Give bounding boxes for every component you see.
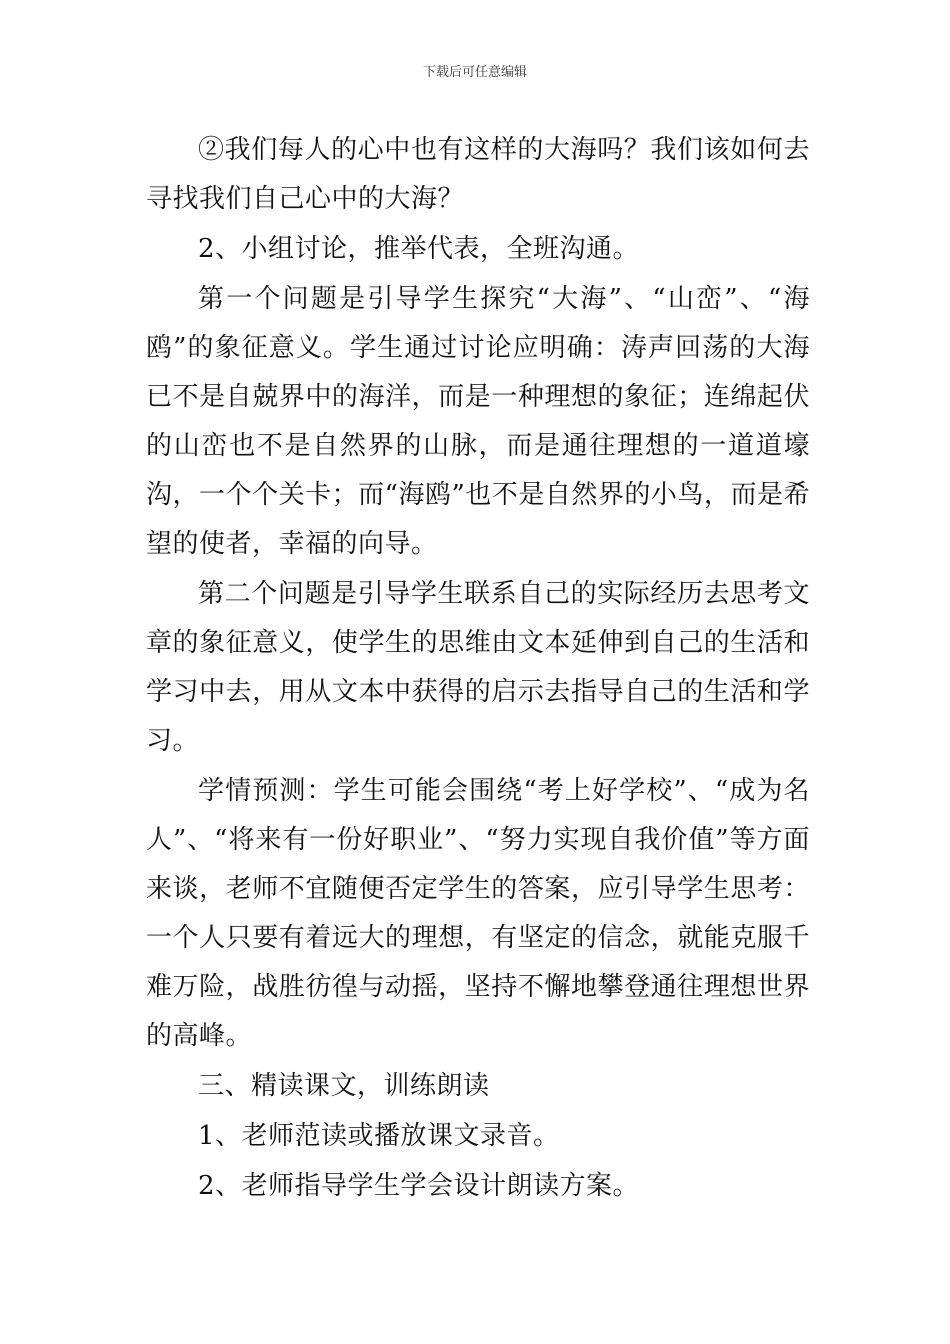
document-body xyxy=(146,126,810,1212)
paragraph-group-discussion: 2、小组讨论，推举代表，全班沟通。 xyxy=(198,234,640,264)
paragraph-step-2: 2、老师指导学生学会设计朗读方案。 xyxy=(198,1171,640,1201)
page-header: 下载后可任意编辑 xyxy=(422,65,527,80)
paragraph-question-2: ②我们每人的心中也有这样的大海吗？我们该如何去寻找我们自己心中的大海？ xyxy=(146,135,810,214)
paragraph-learning-prediction: 学情预测：学生可能会围绕“考上好学校”、“成为名人”、“将来有一份好职业”、“努力实现自我价值”等方面来谈，老师不宜随便否定学生的答案，应引导学生思考：一个人只要有着远大的理想，有坚定的信念，就能克服千难万险，战胜彷徨与动摇，坚持不懈地攀登通往理想世界的高峰。 xyxy=(146,776,810,1051)
paragraph-first-question: 第一个问题是引导学生探究“大海”、“山峦”、“海鸥”的象征意义。学生通过讨论应明确：涛声回荡的大海已不是自兢界中的海洋，而是一种理想的象征；连绵起伏的山峦也不是自然界的山脉，而是通往理想的一道道壕沟，一个个关卡；而“海鸥”也不是自然界的小鸟，而是希望的使者，幸福的向导。 xyxy=(146,284,810,559)
paragraph-step-1: 1、老师范读或播放课文录音。 xyxy=(198,1121,560,1151)
section-heading-intensive-reading: 三、精读课文，训练朗读 xyxy=(198,1071,490,1101)
paragraph-second-question: 第二个问题是引导学生联系自己的实际经历去思考文章的象征意义，使学生的思维由文本延伸到自己的生活和学习中去，用从文本中获得的启示去指导自己的生活和学习。 xyxy=(146,579,810,756)
